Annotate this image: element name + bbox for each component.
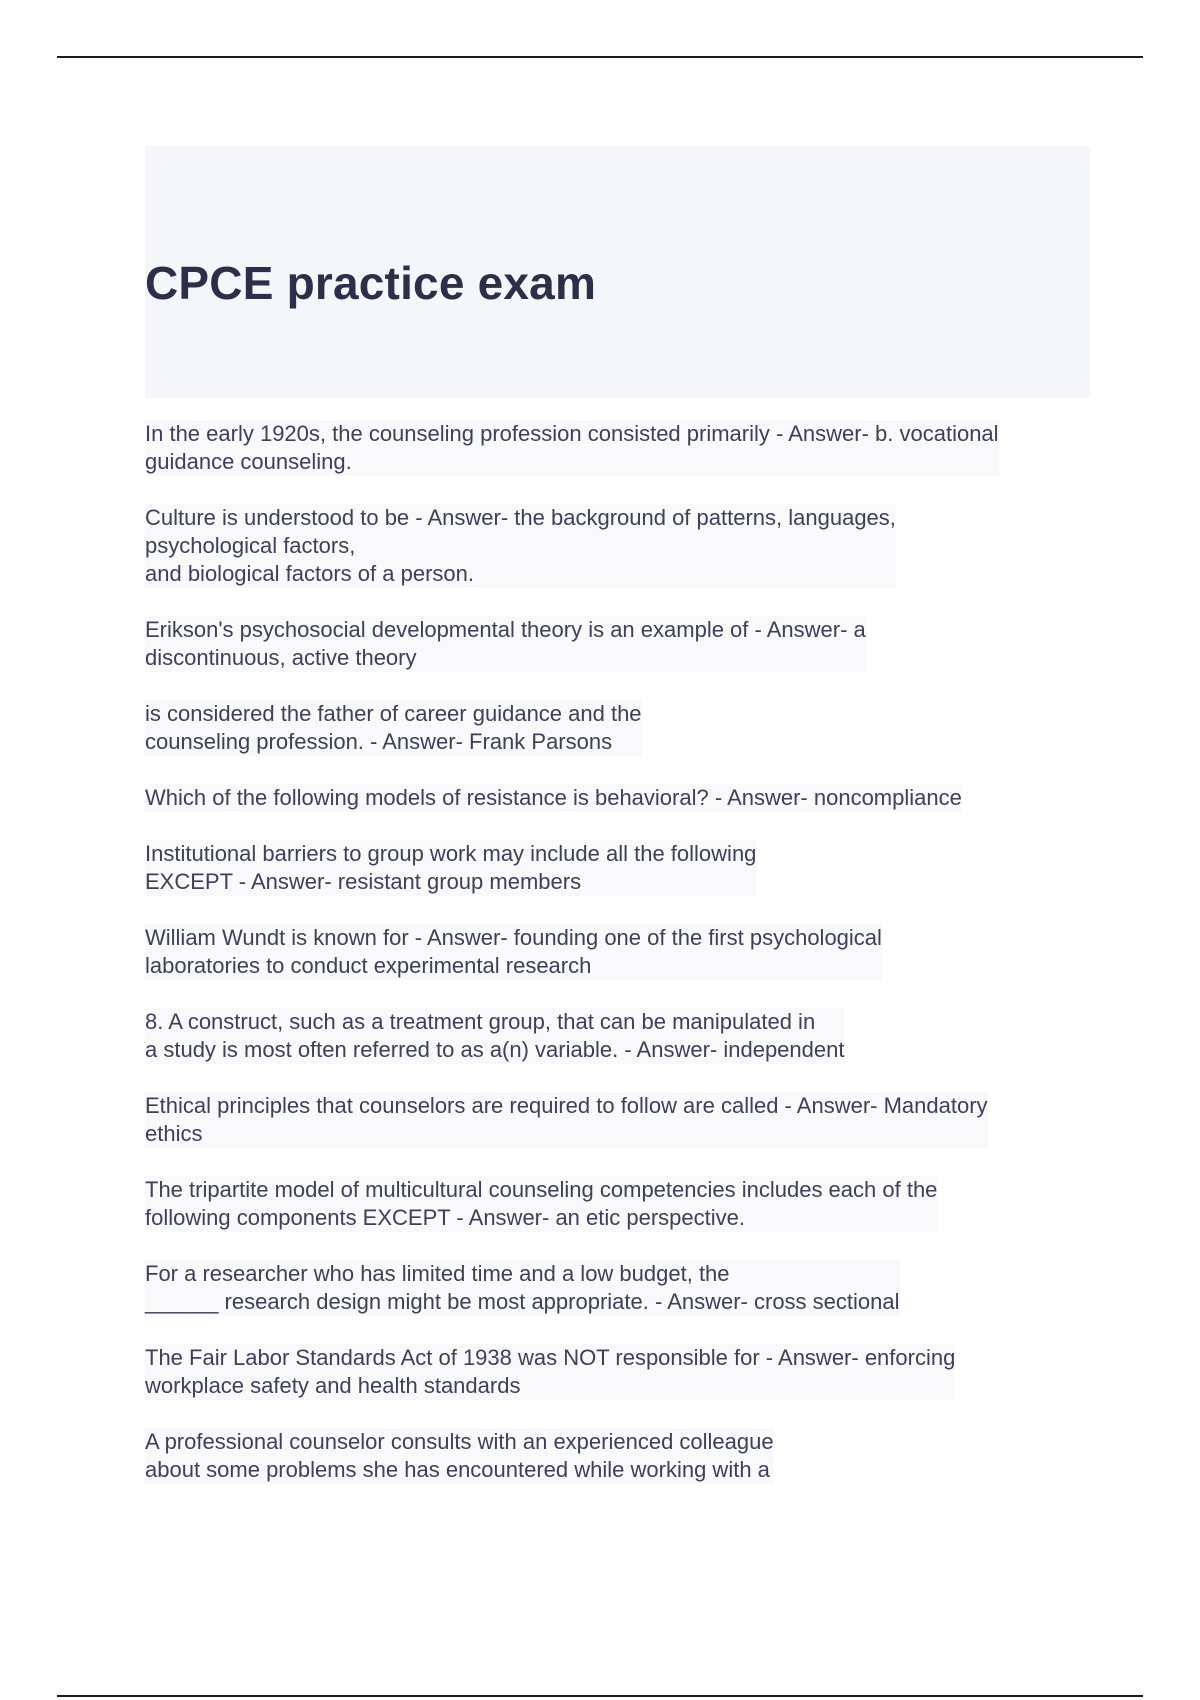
bottom-rule [57,1695,1143,1697]
question-item: Institutional barriers to group work may include all the following EXCEPT - Answer- resistant group members [145,841,757,894]
question-list [145,420,1090,1484]
question-item: The Fair Labor Standards Act of 1938 was NOT responsible for - Answer- enforcing workplace safety and health standards [145,1345,956,1398]
page-content [145,146,1090,1484]
title-block [145,146,1090,398]
page-title: CPCE practice exam [145,257,597,309]
question-item: William Wundt is known for - Answer- founding one of the first psychological laboratories to conduct experimental research [145,925,882,978]
question-item: A professional counselor consults with an experienced colleague about some problems she has encountered while working with a [145,1429,774,1482]
question-item: Culture is understood to be - Answer- the background of patterns, languages, psychological factors, and biological factors of a person. [145,505,896,586]
question-item: 8. A construct, such as a treatment group, that can be manipulated in a study is most often referred to as a(n) variable. - Answer- independent [145,1009,845,1062]
question-item: The tripartite model of multicultural counseling competencies includes each of the following components EXCEPT - Answer- an etic perspective. [145,1177,938,1230]
question-item: is considered the father of career guidance and the counseling profession. - Answer- Frank Parsons [145,701,642,754]
question-item: Which of the following models of resistance is behavioral? - Answer- noncompliance [145,785,962,810]
question-item: For a researcher who has limited time and a low budget, the ______ research design might be most appropriate. - Answer- cross sectional [145,1261,900,1314]
title-spacer [145,398,1090,420]
top-rule [57,56,1143,58]
question-item: Erikson's psychosocial developmental theory is an example of - Answer- a discontinuous, active theory [145,617,866,670]
question-item: In the early 1920s, the counseling profession consisted primarily - Answer- b. vocational guidance counseling. [145,421,999,474]
question-item: Ethical principles that counselors are required to follow are called - Answer- Mandatory ethics [145,1093,988,1146]
